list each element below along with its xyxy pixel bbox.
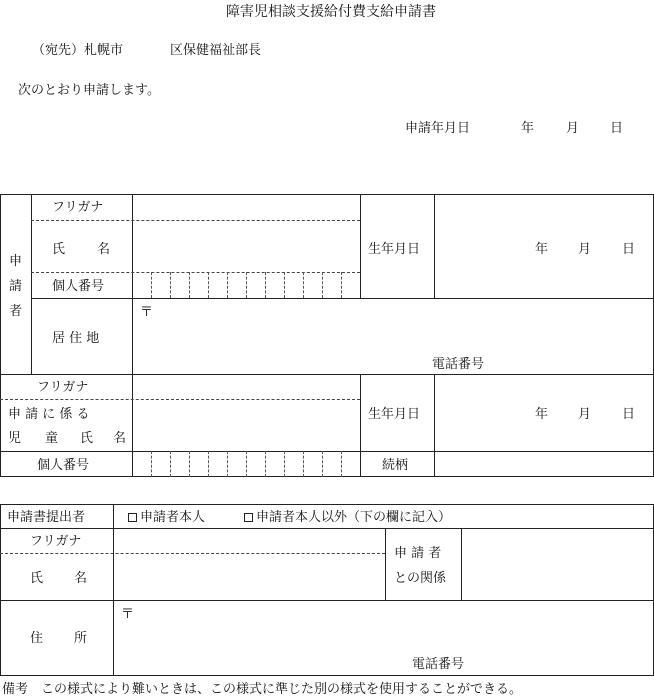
applicant-side-label-2: 請: [9, 279, 23, 294]
addressee-city: （宛先）札幌市: [32, 43, 124, 58]
applicant-side-label-3: 者: [9, 304, 23, 319]
page-title: 障害児相談支援給付費支給申請書: [226, 4, 436, 20]
submitter-other-checkbox[interactable]: [244, 513, 253, 522]
submitter-name-label-2: 名: [74, 571, 88, 586]
footnote: 備考 この様式により難いときは、この様式に準じた別の様式を使用することができる。: [2, 682, 523, 697]
intro-text: 次のとおり申請します。: [18, 83, 160, 98]
child-birth-label: 生年月日: [368, 407, 421, 422]
submitter-address-label-2: 所: [74, 631, 88, 646]
submitter-self-checkbox[interactable]: [128, 513, 137, 522]
submitter-relation-label-line1: 申 請 者: [394, 546, 442, 561]
applicant-side-label-1: 申: [9, 254, 23, 269]
applicant-my-number-label: 個人番号: [52, 279, 105, 294]
child-name-label-line1: 申 請 に 係 る: [8, 407, 90, 422]
submitter-postal-mark: 〒: [121, 607, 135, 622]
child-relation-label: 続柄: [382, 458, 409, 473]
table2-border: [0, 504, 654, 676]
submitter-address-label-1: 住: [30, 631, 44, 646]
application-date-month: 月: [566, 121, 580, 136]
application-date-label: 申請年月日: [405, 121, 471, 136]
applicant-postal-mark: 〒: [140, 305, 154, 320]
submitter-label: 申請書提出者: [7, 510, 86, 525]
applicant-address-label: 居 住 地: [52, 331, 100, 346]
applicant-name-label-1: 氏: [52, 242, 66, 257]
addressee-office: 区保健福祉部長: [170, 43, 262, 58]
child-furigana-label: フリガナ: [37, 380, 89, 395]
submitter-name-label-1: 氏: [30, 571, 44, 586]
child-birth-month: 月: [578, 407, 592, 422]
child-birth-day: 日: [622, 407, 636, 422]
submitter-other-option: 申請者本人以外（下の欄に記入）: [256, 510, 452, 525]
child-name-label-char1: 児: [8, 431, 22, 446]
child-name-label-char3: 氏: [80, 431, 94, 446]
submitter-self-option: 申請者本人: [140, 510, 206, 525]
applicant-birth-month: 月: [578, 242, 592, 257]
child-birth-year: 年: [535, 407, 549, 422]
application-date-day: 日: [610, 121, 624, 136]
applicant-name-label-2: 名: [97, 242, 111, 257]
applicant-birth-year: 年: [535, 242, 549, 257]
application-date-year: 年: [521, 121, 535, 136]
child-name-label-char4: 名: [113, 431, 127, 446]
applicant-phone-label: 電話番号: [432, 357, 485, 372]
submitter-phone-label: 電話番号: [412, 657, 465, 672]
applicant-furigana-label: フリガナ: [52, 200, 104, 215]
child-name-label-char2: 童: [45, 431, 59, 446]
applicant-birth-day: 日: [622, 242, 636, 257]
applicant-birth-label: 生年月日: [368, 242, 421, 257]
child-my-number-label: 個人番号: [37, 458, 90, 473]
submitter-furigana-label: フリガナ: [30, 534, 82, 549]
submitter-relation-label-line2: との関係: [394, 571, 447, 586]
